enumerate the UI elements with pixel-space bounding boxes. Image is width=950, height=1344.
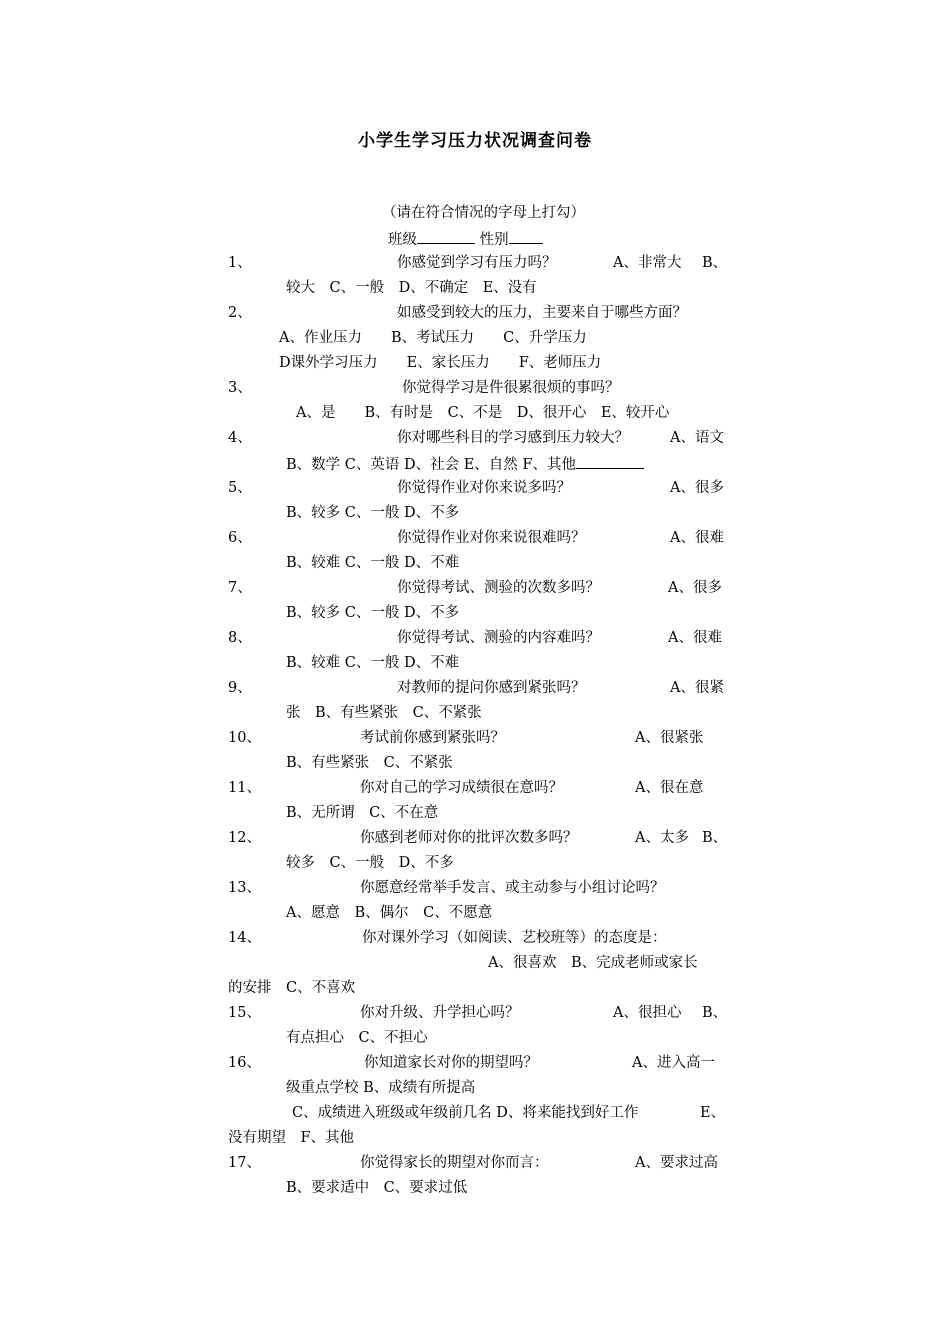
other-blank[interactable]	[576, 454, 644, 469]
class-gender-row	[388, 229, 543, 249]
question-text: 你觉得作业对你来说很难吗？	[397, 530, 586, 546]
question-text: 你对升级、升学担心吗？	[360, 1005, 520, 1021]
question-number: 16、	[228, 1055, 261, 1071]
question-options[interactable]: A、进入高一	[632, 1055, 715, 1071]
gender-label: 性别	[479, 232, 509, 248]
question-text: 你觉得作业对你来说多吗？	[397, 480, 571, 496]
question-options[interactable]: E、	[700, 1105, 726, 1121]
question-options[interactable]: A、很紧	[670, 680, 724, 696]
question-options[interactable]: 较多 C、一般 D、不多	[286, 855, 454, 871]
question-options[interactable]: A、要求过高	[635, 1155, 718, 1171]
question-number: 12、	[228, 830, 261, 846]
question-options[interactable]: A、很紧张	[635, 730, 704, 746]
question-options[interactable]: B、较多 C、一般 D、不多	[286, 505, 460, 521]
question-options[interactable]: B、有些紧张 C、不紧张	[286, 755, 453, 771]
question-options[interactable]: B、	[702, 1005, 728, 1021]
question-options[interactable]: A、非常大	[613, 255, 682, 271]
option-text: B、数学 C、英语 D、社会 E、自然 F、其他	[286, 457, 576, 473]
question-number: 9、	[228, 680, 252, 696]
question-options[interactable]: B、无所谓 C、不在意	[286, 805, 439, 821]
question-text: 你觉得家长的期望对你而言：	[360, 1155, 549, 1171]
question-options[interactable]: B、	[702, 830, 728, 846]
question-text: 你觉得考试、测验的内容难吗？	[397, 630, 600, 646]
question-options[interactable]: 较大 C、一般 D、不确定 E、没有	[286, 280, 537, 296]
question-options[interactable]: C、成绩进入班级或年级前几名 D、将来能找到好工作	[292, 1105, 639, 1121]
question-number: 10、	[228, 730, 261, 746]
gender-blank[interactable]	[509, 229, 543, 244]
question-number: 6、	[228, 530, 252, 546]
question-number: 11、	[228, 780, 261, 796]
question-number: 17、	[228, 1155, 261, 1171]
class-blank[interactable]	[417, 229, 475, 244]
question-options[interactable]: A、很担心	[613, 1005, 682, 1021]
question-text: 你觉得考试、测验的次数多吗？	[397, 580, 600, 596]
question-options[interactable]: A、很喜欢 B、完成老师或家长	[488, 955, 698, 971]
question-options[interactable]: A、很难	[668, 630, 722, 646]
question-options[interactable]: B、较难 C、一般 D、不难	[286, 655, 460, 671]
question-options[interactable]	[286, 454, 644, 474]
question-text: 如感受到较大的压力，主要来自于哪些方面？	[397, 305, 687, 321]
question-number: 4、	[228, 430, 252, 446]
class-label: 班级	[388, 232, 417, 248]
question-options[interactable]: A、很多	[670, 480, 724, 496]
question-options[interactable]: 有点担心 C、不担心	[286, 1030, 428, 1046]
question-text: 你感觉到学习有压力吗？	[397, 255, 557, 271]
question-options[interactable]: A、作业压力 B、考试压力 C、升学压力	[279, 330, 587, 346]
question-options[interactable]: A、很在意	[635, 780, 704, 796]
question-number: 8、	[228, 630, 252, 646]
question-options[interactable]: D课外学习压力 E、家长压力 F、老师压力	[279, 355, 602, 371]
question-options[interactable]: 级重点学校 B、成绩有所提高	[286, 1080, 476, 1096]
question-text: 你感到老师对你的批评次数多吗？	[360, 830, 578, 846]
question-number: 7、	[228, 580, 252, 596]
question-options[interactable]: A、太多	[635, 830, 689, 846]
question-text: 你对哪些科目的学习感到压力较大？	[397, 430, 629, 446]
page-title: 小学生学习压力状况调查问卷	[358, 131, 592, 151]
question-number: 5、	[228, 480, 252, 496]
question-text: 对教师的提问你感到紧张吗？	[397, 680, 586, 696]
question-number: 15、	[228, 1005, 261, 1021]
instruction: （请在符合情况的字母上打勾）	[382, 205, 585, 221]
question-number: 13、	[228, 880, 261, 896]
question-number: 14、	[228, 930, 261, 946]
question-options[interactable]: A、是 B、有时是 C、不是 D、很开心 E、较开心	[296, 405, 670, 421]
question-options[interactable]: B、	[702, 255, 728, 271]
question-text: 你对自己的学习成绩很在意吗？	[360, 780, 563, 796]
question-text: 你愿意经常举手发言、或主动参与小组讨论吗？	[360, 880, 665, 896]
question-options[interactable]: A、很难	[670, 530, 724, 546]
question-options[interactable]: A、很多	[668, 580, 722, 596]
question-number: 2、	[228, 305, 252, 321]
question-text: 你对课外学习（如阅读、艺校班等）的态度是：	[362, 930, 667, 946]
question-options[interactable]: A、语文	[670, 430, 724, 446]
question-options[interactable]: B、较多 C、一般 D、不多	[286, 605, 460, 621]
question-options[interactable]: B、要求适中 C、要求过低	[286, 1180, 468, 1196]
question-text: 考试前你感到紧张吗？	[360, 730, 505, 746]
question-options[interactable]: B、较难 C、一般 D、不难	[286, 555, 460, 571]
question-options[interactable]: A、愿意 B、偶尔 C、不愿意	[286, 905, 493, 921]
question-text: 你知道家长对你的期望吗？	[364, 1055, 538, 1071]
question-options[interactable]: 没有期望 F、其他	[228, 1130, 355, 1146]
question-number: 1、	[228, 255, 252, 271]
question-options[interactable]: 张 B、有些紧张 C、不紧张	[286, 705, 482, 721]
question-options[interactable]: 的安排 C、不喜欢	[228, 980, 356, 996]
question-number: 3、	[228, 380, 252, 396]
question-text: 你觉得学习是件很累很烦的事吗？	[402, 380, 620, 396]
